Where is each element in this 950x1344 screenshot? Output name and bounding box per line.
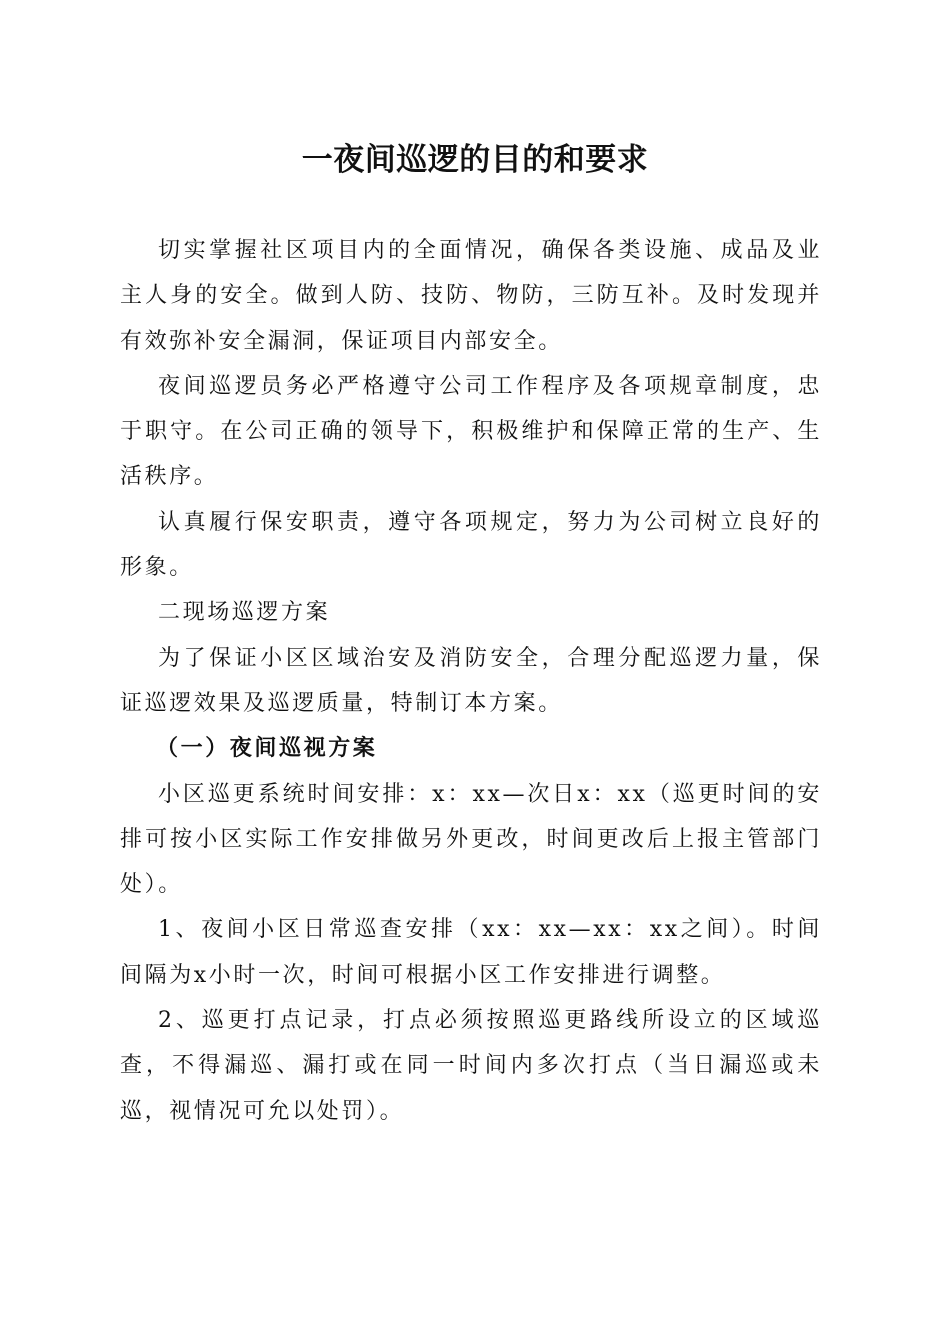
paragraph-schedule: 小区巡更系统时间安排：x：xx—次日x：xx（巡更时间的安排可按小区实际工作安排做另外更改，时间更改后上报主管部门处）。 [120,781,822,898]
document-body [120,228,822,1134]
subsection-heading-text: （一）夜间巡视方案 [156,735,378,762]
paragraph-item-1: 1、夜间小区日常巡查安排（xx：xx—xx：xx之间）。时间间隔为x小时一次，时间可根据小区工作安排进行调整。 [120,917,822,988]
paragraph-purpose: 切实掌握社区项目内的全面情况，确保各类设施、成品及业主人身的安全。做到人防、技防、物防，三防互补。及时发现并有效弥补安全漏洞，保证项目内部安全。 [120,238,822,354]
section-heading-patrol-plan: 二现场巡逻方案 [158,600,331,626]
subsection-heading-night-patrol [120,726,822,771]
paragraph-image: 认真履行保安职责，遵守各项规定，努力为公司树立良好的形象。 [120,509,822,581]
paragraph-plan-intro: 为了保证小区区域治安及消防安全，合理分配巡逻力量，保证巡逻效果及巡逻质量，特制订本方案。 [120,645,822,716]
paragraph-duty: 夜间巡逻员务必严格遵守公司工作程序及各项规章制度，忠于职守。在公司正确的领导下，积极维护和保障正常的生产、生活秩序。 [120,373,822,490]
paragraph-item-2: 2、巡更打点记录，打点必须按照巡更路线所设立的区域巡查，不得漏巡、漏打或在同一时间内多次打点（当日漏巡或未巡，视情况可允以处罚）。 [120,1008,822,1124]
page-title: 一夜间巡逻的目的和要求 [301,142,649,178]
